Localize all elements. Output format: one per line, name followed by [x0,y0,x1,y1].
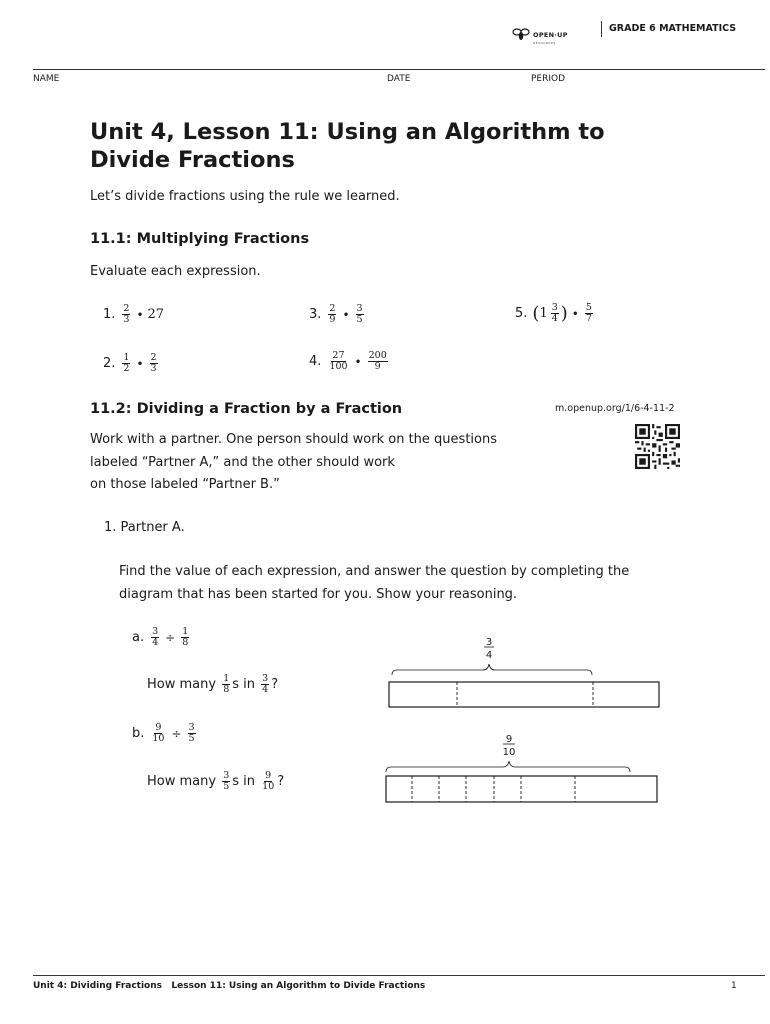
whole-number: 1 [539,306,548,321]
expression-item-5 [515,303,595,324]
name-field-label: NAME [33,74,60,84]
part-b-expression [132,723,198,744]
part-b-tape-diagram[interactable] [382,730,667,810]
expression-item-3 [309,304,366,325]
brace [392,664,592,675]
question-1-label: 1. Partner A. [104,520,185,535]
fraction: $\frac{2}{3}$ [150,352,157,374]
grade-label: GRADE 6 MATHEMATICS [609,23,737,34]
fraction: $\frac{27}{100}$ [329,350,348,372]
fraction: $\frac{3}{5}$ [356,303,363,325]
qr-code-icon[interactable] [635,424,680,469]
section-heading-11-2: 11.2: Dividing a Fraction by a Fraction [90,401,403,417]
logo-text: OPEN·UP [533,31,568,39]
brace [386,761,630,772]
tape-bar [389,682,659,707]
footer-rule [33,975,765,976]
fraction: $\frac{3}{4}$ [152,626,159,648]
question-mark: ? [271,677,279,692]
instruction-line: labeled “Partner A,” and the other should work [90,454,395,470]
question-text: How many [147,677,217,692]
item-number: 4. [309,354,322,369]
fraction: $\frac{3}{5}$ [188,722,195,744]
brace-label-numerator: 3 [485,637,493,648]
part-a-tape-diagram[interactable] [385,633,665,713]
part-b-question [147,771,284,792]
question-text: How many [147,774,217,789]
question-mark: ? [277,774,285,789]
fraction: $\frac{3}{4}$ [262,673,269,695]
logo-subtext: RESOURCES [533,41,556,45]
brace-label-denominator: 4 [485,650,493,661]
fraction: $\frac{2}{9}$ [329,303,336,325]
item-number: 1. [103,307,116,322]
part-a-expression [132,627,191,648]
divide-operator: ÷ [165,630,176,645]
part-label: b. [132,726,145,741]
fraction: $\frac{1}{8}$ [223,673,230,695]
item-number: 5. [515,306,528,321]
footer-text: Unit 4: Dividing Fractions Lesson 11: Using an Algorithm to Divide Fractions [33,981,426,991]
instruction-line: Work with a partner. One person should work on the questions [90,432,497,447]
section-heading-11-1: 11.1: Multiplying Fractions [90,231,310,247]
partner-instructions [90,429,497,497]
expression-item-1 [103,304,164,325]
brace-label-denominator: 10 [502,747,516,758]
fraction: $\frac{1}{8}$ [182,626,189,648]
multiply-operator: • [354,354,362,369]
question-1-instructions [119,561,629,606]
page-title: Unit 4, Lesson 11: Using an Algorithm to Divide Fractions [90,119,605,173]
instruction-line: on those labeled “Partner B.” [90,477,280,492]
instruction-line: diagram that has been started for you. Show your reasoning. [119,586,518,602]
open-up-logo [512,22,568,45]
multiply-operator: • [342,307,350,322]
fraction: $\frac{3}{5}$ [223,770,230,792]
question-text: s in [232,677,256,692]
lesson-subtitle: Let’s divide fractions using the rule we learned. [90,189,400,204]
bee-logo-icon [512,27,530,41]
fraction: $\frac{3}{4}$ [551,302,558,324]
fraction: $\frac{9}{10}$ [152,722,165,744]
activity-link[interactable]: m.openup.org/1/6-4-11-2 [555,403,675,414]
item-number: 3. [309,307,322,322]
multiply-operator: • [136,356,144,371]
whole-number: 27 [147,307,165,322]
close-paren: ) [560,302,568,324]
page-number: 1 [731,981,737,991]
fraction: $\frac{5}{7}$ [585,302,592,324]
expression-item-2 [103,353,160,374]
fraction: $\frac{9}{10}$ [262,770,275,792]
question-text: s in [232,774,256,789]
open-paren: ( [532,302,540,324]
tape-bar [386,776,657,802]
header-divider [601,21,602,37]
period-field-label: PERIOD [531,74,566,84]
item-number: 2. [103,356,116,371]
divide-operator: ÷ [171,726,182,741]
fraction: $\frac{1}{2}$ [123,352,130,374]
multiply-operator: • [136,307,144,322]
date-field-label: DATE [387,74,411,84]
part-label: a. [132,630,145,645]
fraction: $\frac{2}{3}$ [123,303,130,325]
brace-label-numerator: 9 [505,734,513,745]
part-a-question [147,674,278,695]
fraction: $\frac{200}{9}$ [368,350,387,372]
section-instruction: Evaluate each expression. [90,264,261,279]
instruction-line: Find the value of each expression, and answer the question by completing the [119,564,630,579]
expression-item-4 [309,351,390,372]
multiply-operator: • [571,306,579,321]
header-rule [33,69,765,70]
